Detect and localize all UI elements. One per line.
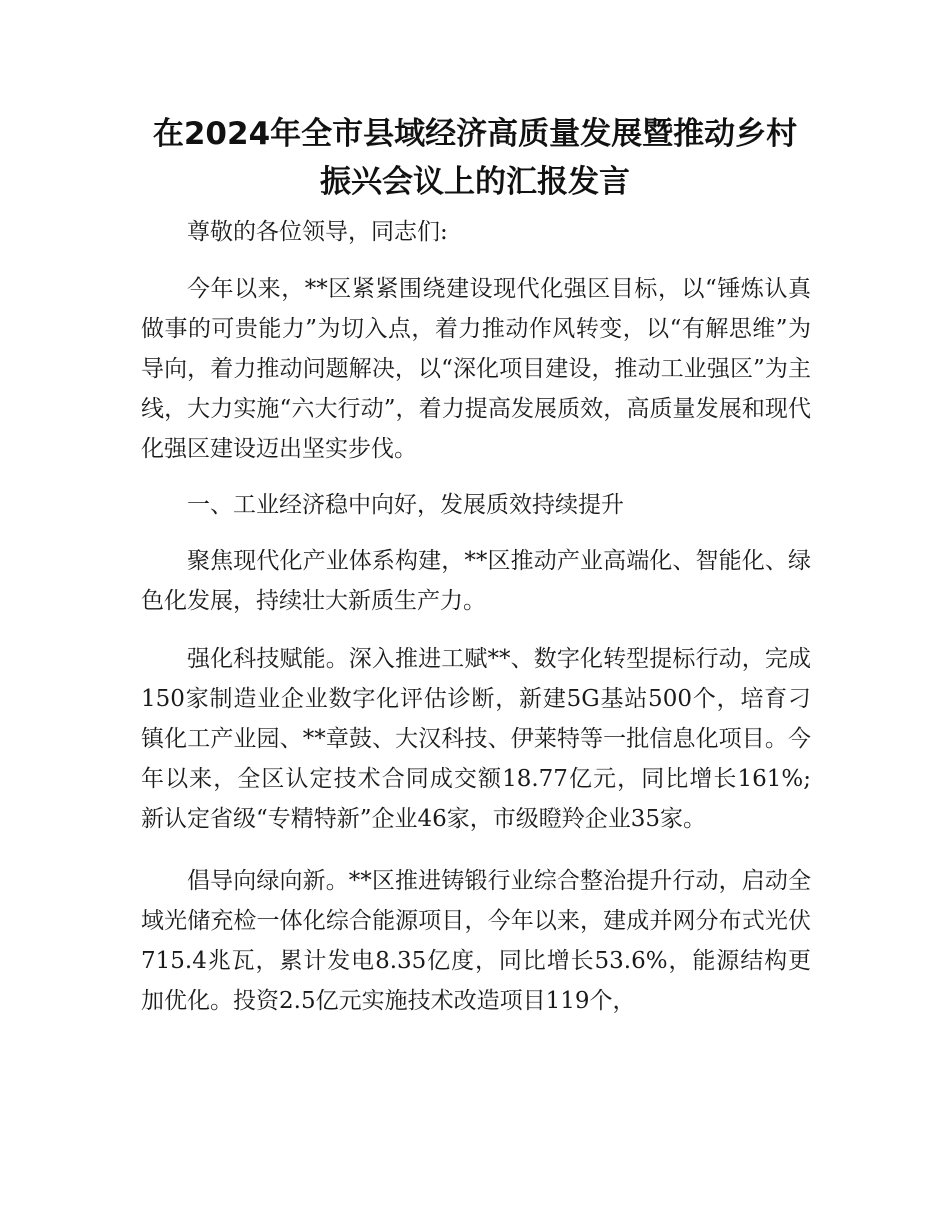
document-body: [141, 212, 811, 1021]
title-line-2: 振兴会议上的汇报发言: [320, 164, 630, 200]
paragraph-industry: 聚焦现代化产业体系构建，**区推动产业高端化、智能化、绿色化发展，持续壮大新质生产力。: [141, 548, 811, 614]
paragraph-tech: 强化科技赋能。深入推进工赋**、数字化转型提标行动，完成150家制造业企业数字化评估诊断，新建5G基站500个，培育刁镇化工产业园、**章鼓、大汉科技、伊莱特等一批信息化项目。今年以来，全区认定技术合同成交额18.77亿元，同比增长161%; 新认定省级“专精特新”企业46家，市级瞪羚企业35家。: [141, 646, 811, 832]
paragraph-green: 倡导向绿向新。**区推进铸锻行业综合整治提升行动，启动全域光储充检一体化综合能源项目，今年以来，建成并网分布式光伏715.4兆瓦，累计发电8.35亿度，同比增长53.6%，能源结构更加优化。投资2.5亿元实施技术改造项目119个，: [141, 868, 811, 1014]
paragraph-intro: 今年以来，**区紧紧围绕建设现代化强区目标，以“锤炼认真做事的可贵能力”为切入点，着力推动作风转变，以“有解思维”为导向，着力推动问题解决，以“深化项目建设，推动工业强区”为主线，大力实施“六大行动”，着力提高发展质效，高质量发展和现代化强区建设迈出坚实步伐。: [141, 276, 811, 462]
section-heading: 一、工业经济稳中向好，发展质效持续提升: [187, 492, 624, 518]
title-line-1: 在2024年全市县域经济高质量发展暨推动乡村: [152, 116, 798, 152]
document-title: [130, 110, 820, 206]
greeting: 尊敬的各位领导，同志们:: [187, 219, 448, 245]
